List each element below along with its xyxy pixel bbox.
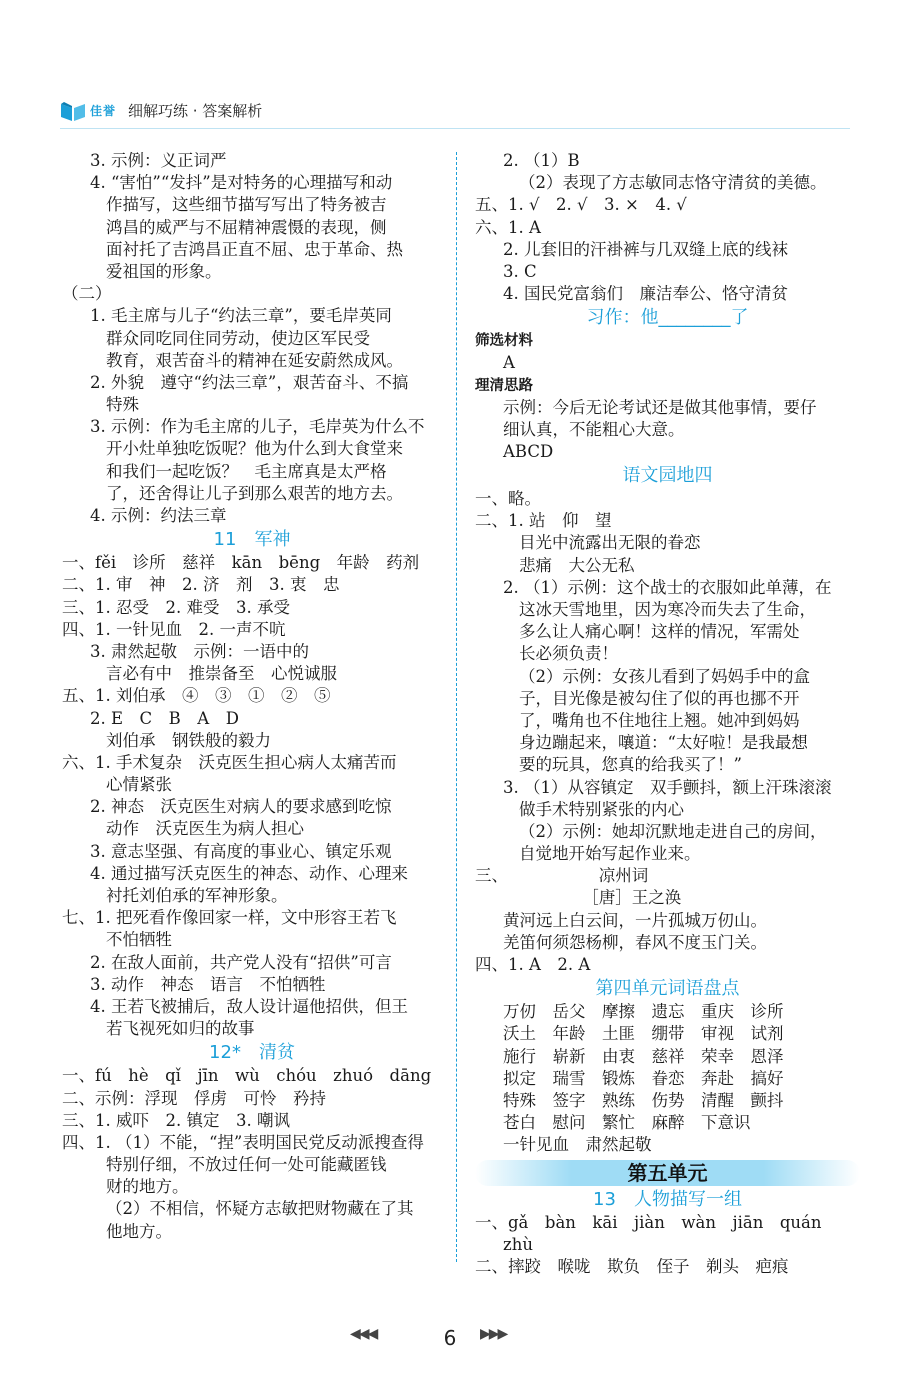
answer-line: 二、1. 站 仰 望: [475, 511, 612, 531]
answer-line: 若飞视死如归的故事: [106, 1019, 255, 1039]
answer-line: 示例：今后无论考试还是做其他事情，要仔: [503, 397, 817, 417]
answer-line: 特殊 签字 熟练 伤势 清醒 颤抖: [503, 1090, 784, 1110]
answer-line: 面衬托了吉鸿昌正直不屈、忠于革命、热: [106, 239, 403, 259]
answer-line: 五、1. 刘伯承 ④ ③ ① ② ⑤: [62, 686, 331, 706]
next-arrows-icon: ▶▶▶: [480, 1326, 507, 1342]
section-heading: 13 人物描写一组: [593, 1188, 742, 1210]
left-column: [62, 150, 442, 1243]
answer-line: 言必有中 推崇备至 心悦诚服: [106, 664, 337, 684]
column-divider: [456, 152, 457, 1262]
answer-line: 群众同吃同住同劳动，使边区军民受: [106, 328, 370, 348]
answer-line: 2. 外貌 遵守“约法三章”，艰苦奋斗、不搞: [90, 372, 409, 392]
answer-line: 4. “害怕”“发抖”是对特务的心理描写和动: [90, 173, 393, 193]
answer-line: 一、fěi 诊所 慈祥 kān bēng 年龄 药剂: [62, 553, 420, 573]
answer-line: 他地方。: [106, 1221, 172, 1241]
answer-line: 拟定 瑞雪 锻炼 眷恋 奔赴 搞好: [503, 1068, 784, 1088]
answer-line: 三、1. 忍受 2. 难受 3. 承受: [62, 597, 290, 617]
section-heading: 第四单元词语盘点: [595, 978, 740, 1000]
answer-line: 了，还舍得让儿子到那么艰苦的地方去。: [106, 483, 403, 503]
prev-arrows-icon: ◀◀◀: [350, 1326, 377, 1342]
answer-line: 多么让人痛心啊！这样的情况，军需处: [519, 622, 800, 642]
answer-line: 3. 意志坚强、有高度的事业心、镇定乐观: [90, 841, 392, 861]
answer-line: 2. 神态 沃克医生对病人的要求感到吃惊: [90, 797, 392, 817]
right-column: [475, 150, 860, 1278]
answer-line: 教育，艰苦奋斗的精神在延安蔚然成风。: [106, 350, 403, 370]
book-logo-icon: [60, 100, 86, 122]
answer-line: （2）示例：女孩儿看到了妈妈手中的盒: [519, 666, 810, 686]
answer-line: 一、fú hè qǐ jīn wù chóu zhuó dāng: [62, 1066, 432, 1086]
sub-heading: 理清思路: [475, 377, 533, 394]
answer-line: 作描写，这些细节描写写出了特务被吉: [106, 195, 387, 215]
page-number: 6: [443, 1326, 457, 1350]
answer-line: 4. 通过描写沃克医生的神态、动作、心理来: [90, 863, 408, 883]
page-header: [60, 98, 860, 128]
answer-line: 六、1. 手术复杂 沃克医生担心病人太痛苦而: [62, 752, 397, 772]
answer-line: 3. C: [503, 261, 537, 281]
answer-line: （二）: [62, 284, 112, 304]
answer-line: 做手术特别紧张的内心: [519, 799, 684, 819]
answer-line: （2）示例：她却沉默地走进自己的房间，: [519, 821, 827, 841]
answer-line: 1. 毛主席与儿子“约法三章”，要毛岸英同: [90, 306, 392, 326]
answer-line: 动作 沃克医生为病人担心: [106, 819, 304, 839]
answer-line: 2. 在敌人面前，共产党人没有“招供”可言: [90, 952, 392, 972]
answer-line: 2. E C B A D: [90, 708, 239, 728]
answer-line: 三、 凉州词: [475, 866, 649, 886]
answer-line: 二、1. 审 神 2. 济 剂 3. 衷 忠: [62, 575, 340, 595]
answer-line: （2）不相信，怀疑方志敏把财物藏在了其: [106, 1199, 414, 1219]
answer-line: 了，嘴角也不住地往上翘。她冲到妈妈: [519, 710, 800, 730]
answer-line: 不怕牺牲: [106, 930, 172, 950]
answer-line: 细认真，不能粗心大意。: [503, 419, 685, 439]
answer-line: 衬托刘伯承的军神形象。: [106, 886, 288, 905]
answer-line: 3. （1）从容镇定 双手颤抖，额上汗珠滚滚: [503, 777, 832, 797]
answer-line: 2. （1）B: [503, 151, 580, 170]
answer-line: 万仞 岳父 摩擦 遗忘 重庆 诊所: [503, 1002, 784, 1022]
answer-line: 沃土 年龄 土匪 绷带 审视 试剂: [503, 1024, 784, 1044]
answer-line: 身边蹦起来，嚷道：“太好啦！是我最想: [519, 733, 808, 753]
answer-line: 鸿昌的威严与不屈精神震慑的表现，侧: [106, 217, 387, 237]
answer-line: 四、1. A 2. A: [475, 955, 591, 974]
answer-line: 4. 示例：约法三章: [90, 506, 227, 525]
answer-line: 心情紧张: [106, 775, 172, 795]
answer-line: 4. 王若飞被捕后，敌人设计逼他招供，但王: [90, 996, 408, 1016]
answer-line: 自觉地开始写起作业来。: [519, 844, 701, 864]
answer-line: 四、1. 一针见血 2. 一声不吭: [62, 619, 286, 639]
answer-line: 2. 儿套旧的汗褂裤与几双缝上底的线袜: [503, 239, 788, 259]
answer-line: 苍白 慰问 繁忙 麻醉 下意识: [503, 1113, 751, 1133]
header-title: 细解巧练 · 答案解析: [128, 102, 263, 120]
answer-line: 黄河远上白云间，一片孤城万仞山。: [503, 910, 767, 930]
answer-line: 一、略。: [475, 489, 541, 509]
answer-line: 3. 示例：作为毛主席的儿子，毛岸英为什么不: [90, 417, 425, 437]
answer-line: 三、1. 威吓 2. 镇定 3. 嘲讽: [62, 1110, 290, 1130]
answer-line: 长必须负责！: [519, 644, 618, 664]
brand-name: 佳誉: [90, 104, 117, 118]
sub-heading: 筛选材料: [475, 333, 533, 350]
answer-line: 子，目光像是被勾住了似的再也挪不开: [519, 688, 800, 708]
answer-line: 3. 动作 神态 语言 不怕牺牲: [90, 974, 326, 994]
unit-title-bar: 第五单元: [475, 1160, 860, 1186]
answer-line: 四、1. （1）不能，“捏”表明国民党反动派搜查得: [62, 1132, 424, 1152]
answer-line: 特殊: [106, 395, 139, 415]
answer-line: zhù: [503, 1234, 533, 1254]
section-heading: 11 军神: [213, 529, 291, 551]
answer-line: 2. （1）示例：这个战士的衣服如此单薄，在: [503, 577, 832, 597]
answer-line: 3. 示例：义正词严: [90, 151, 227, 170]
answer-line: 一、gǎ bàn kāi jiàn wàn jiān quán: [475, 1212, 822, 1232]
section-heading: 语文园地四: [622, 465, 713, 487]
answer-line: 六、1. A: [475, 217, 541, 237]
answer-line: 五、1. √ 2. √ 3. × 4. √: [475, 195, 687, 215]
section-heading: 习作：他________了: [586, 307, 749, 329]
answer-line: 这冰天雪地里，因为寒冷而失去了生命，: [519, 600, 816, 619]
answer-line: 要的玩具，您真的给我买了！”: [519, 755, 742, 775]
section-heading: 12* 清贫: [209, 1042, 295, 1064]
answer-line: 二、摔跤 喉咙 欺负 侄子 剃头 疤痕: [475, 1256, 789, 1276]
answer-line: （2）表现了方志敏同志恪守清贫的美德。: [519, 173, 827, 193]
answer-line: A: [503, 353, 515, 373]
answer-line: 3. 肃然起敬 示例：一语中的: [90, 641, 309, 661]
answer-line: 4. 国民党富翁们 廉洁奉公、恪守清贫: [503, 284, 788, 304]
answer-line: 一针见血 肃然起敬: [503, 1135, 652, 1155]
header-rule: [60, 128, 850, 129]
answer-line: 开小灶单独吃饭呢？他为什么到大食堂来: [106, 439, 403, 459]
answer-line: 爱祖国的形象。: [106, 261, 222, 281]
answer-line: 目光中流露出无限的眷恋: [519, 533, 701, 553]
answer-line: 和我们一起吃饭？ 毛主席真是太严格: [106, 461, 387, 481]
answer-line: ［唐］王之涣: [475, 888, 682, 908]
answer-line: 刘伯承 钢铁般的毅力: [106, 730, 271, 750]
answer-line: 悲痛 大公无私: [519, 555, 635, 575]
answer-line: 七、1. 把死看作像回家一样，文中形容王若飞: [62, 908, 397, 928]
answer-line: 财的地方。: [106, 1177, 189, 1197]
answer-line: ABCD: [503, 441, 554, 461]
answer-line: 特别仔细，不放过任何一处可能藏匿钱: [106, 1155, 387, 1175]
answer-line: 施行 崭新 由衷 慈祥 荣幸 恩泽: [503, 1046, 784, 1066]
answer-line: 羌笛何须怨杨柳，春风不度玉门关。: [503, 932, 767, 952]
answer-line: 二、示例：浮现 俘虏 可怜 矜持: [62, 1088, 326, 1108]
